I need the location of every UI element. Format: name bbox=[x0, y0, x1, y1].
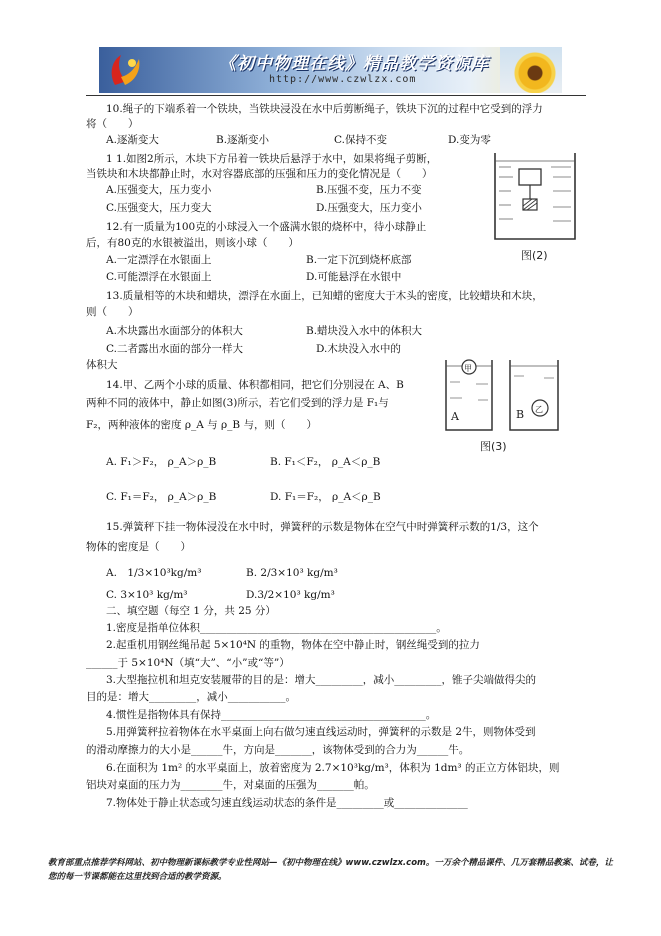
answer-option: B.压强不变，压力不变 bbox=[316, 184, 422, 196]
question-line: 6.在面积为 1m² 的水平桌面上，放着密度为 2.7×10³kg/m³，体积为 1dm³ 的正立方体铝块，则 bbox=[106, 762, 560, 774]
question-line: 二、填空题（每空 1 分，共 25 分） bbox=[106, 605, 276, 617]
question-line: ______于 5×10⁴N（填“大”、“小”或“等”） bbox=[86, 657, 290, 669]
answer-option: C.二者露出水面的部分一样大 bbox=[106, 343, 243, 355]
figure-2 bbox=[491, 147, 579, 265]
question-line: 7.物体处于静止状态或匀速直线运动状态的条件是_________或______________ bbox=[106, 797, 468, 809]
answer-option: A.压强变大，压力变小 bbox=[106, 184, 212, 196]
figure-3-liquid-a: A bbox=[451, 410, 459, 423]
answer-option: A.一定漂浮在水银面上 bbox=[106, 254, 212, 266]
question-line: 铝块对桌面的压力为________牛，对桌面的压强为_______帕。 bbox=[86, 779, 375, 791]
question-line: 4.惯性是指物体具有保持_______________________________________。 bbox=[106, 709, 437, 721]
answer-option: A.逐渐变大 bbox=[106, 134, 159, 146]
figure-2-label: 图(2) bbox=[521, 249, 548, 262]
question-line: 3.大型拖拉机和坦克安装履带的目的是：增大_________，减小_________，锥子尖端做得尖的 bbox=[106, 674, 537, 686]
question-line: 物体的密度是（ ） bbox=[86, 541, 191, 553]
answer-option: D.木块没入水中的 bbox=[316, 343, 401, 355]
answer-option: C.保持不变 bbox=[334, 134, 387, 146]
question-line: 目的是：增大_________，减小___________。 bbox=[86, 691, 296, 703]
question-line: F₂，两种液体的密度 ρ_A 与 ρ_B 与，则（ ） bbox=[86, 419, 317, 431]
figure-3-label: 图(3) bbox=[480, 440, 507, 453]
header-banner bbox=[99, 47, 562, 93]
sunflower-icon bbox=[500, 47, 562, 93]
question-line: 当铁块和木块都静止时，水对容器底部的压强和压力的变化情况是（ ） bbox=[86, 168, 433, 180]
question-line: 两种不同的液体中，静止如图(3)所示，若它们受到的浮力是 F₁与 bbox=[86, 397, 389, 409]
answer-option: A.木块露出水面部分的体积大 bbox=[106, 325, 243, 337]
answer-option: A. F₁＞F₂， ρ_A＞ρ_B bbox=[106, 456, 217, 468]
question-line: 14.甲、乙两个小球的质量、体积都相同，把它们分别浸在 A、B bbox=[106, 379, 404, 391]
answer-option: B.一定下沉到烧杯底部 bbox=[306, 254, 412, 266]
answer-option: C. 3×10³ kg/m³ bbox=[106, 589, 188, 601]
page-footer: 教育部重点推荐学科网站、初中物理新课标教学专业性网站—《初中物理在线》www.czwlzx.com。一万余个精品课件、几万套精品教案、试卷，让您的每一节课都能在这里找到合适的教学资源。 bbox=[48, 858, 613, 882]
question-line: 2.起重机用钢丝绳吊起 5×10⁴N 的重物，物体在空中静止时，钢丝绳受到的拉力 bbox=[106, 639, 480, 651]
answer-option: D.变为零 bbox=[448, 134, 491, 146]
question-line: 12.有一质量为100克的小球浸入一个盛满水银的烧杯中，待小球静止 bbox=[106, 221, 427, 233]
banner-title: 《初中物理在线》精品教学资源库 bbox=[219, 54, 489, 74]
answer-option: B.逐渐变小 bbox=[216, 134, 270, 146]
header-rule bbox=[86, 95, 586, 96]
question-line: 体积大 bbox=[86, 359, 118, 371]
answer-option: D. F₁＝F₂， ρ_A＜ρ_B bbox=[270, 491, 381, 503]
question-line: 的滑动摩擦力的大小是______牛，方向是_______，该物体受到的合力为______牛。 bbox=[86, 744, 470, 756]
answer-option: C.可能漂浮在水银面上 bbox=[106, 271, 212, 283]
figure-3 bbox=[440, 354, 572, 456]
banner-url[interactable]: http://www.czwlzx.com bbox=[269, 74, 417, 85]
site-logo-icon bbox=[105, 51, 145, 89]
question-line: 1 1.如图2所示，木块下方吊着一铁块后悬浮于水中，如果将绳子剪断， bbox=[106, 153, 438, 165]
question-line: 后，有80克的水银被溢出，则该小球（ ） bbox=[86, 237, 299, 249]
answer-option: B.蜡块没入水中的体积大 bbox=[306, 325, 423, 337]
figure-3-liquid-b: B bbox=[516, 408, 525, 421]
answer-option: D.压强变大，压力变小 bbox=[316, 202, 422, 214]
answer-option: D.3/2×10³ kg/m³ bbox=[246, 589, 335, 601]
question-line: 5.用弹簧秤拉着物体在水平桌面上向右做匀速直线运动时，弹簧秤的示数是 2牛，则物体受到 bbox=[106, 726, 536, 738]
question-line: 10.绳子的下端系着一个铁块，当铁块浸没在水中后剪断绳子，铁块下沉的过程中它受到的浮力 bbox=[106, 103, 543, 115]
question-line: 15.弹簧秤下挂一物体浸没在水中时，弹簧秤的示数是物体在空气中时弹簧秤示数的1/3，这个 bbox=[106, 521, 539, 533]
answer-option: D.可能悬浮在水银中 bbox=[306, 271, 402, 283]
figure-3-ball-1: 甲 bbox=[464, 364, 472, 373]
question-line: 将（ ） bbox=[86, 118, 139, 130]
answer-option: A. 1/3×10³kg/m³ bbox=[106, 567, 202, 579]
question-line: 1.密度是指单位体积_____________________________________________。 bbox=[106, 622, 447, 634]
answer-option: C.压强变大，压力变大 bbox=[106, 202, 212, 214]
figure-3-ball-2: 乙 bbox=[535, 405, 543, 414]
answer-option: B. 2/3×10³ kg/m³ bbox=[246, 567, 338, 579]
question-line: 则（ ） bbox=[86, 306, 139, 318]
answer-option: B. F₁＜F₂， ρ_A＜ρ_B bbox=[270, 456, 381, 468]
answer-option: C. F₁＝F₂， ρ_A＞ρ_B bbox=[106, 491, 217, 503]
question-line: 13.质量相等的木块和蜡块，漂浮在水面上，已知蜡的密度大于木头的密度，比较蜡块和木块， bbox=[106, 290, 543, 302]
